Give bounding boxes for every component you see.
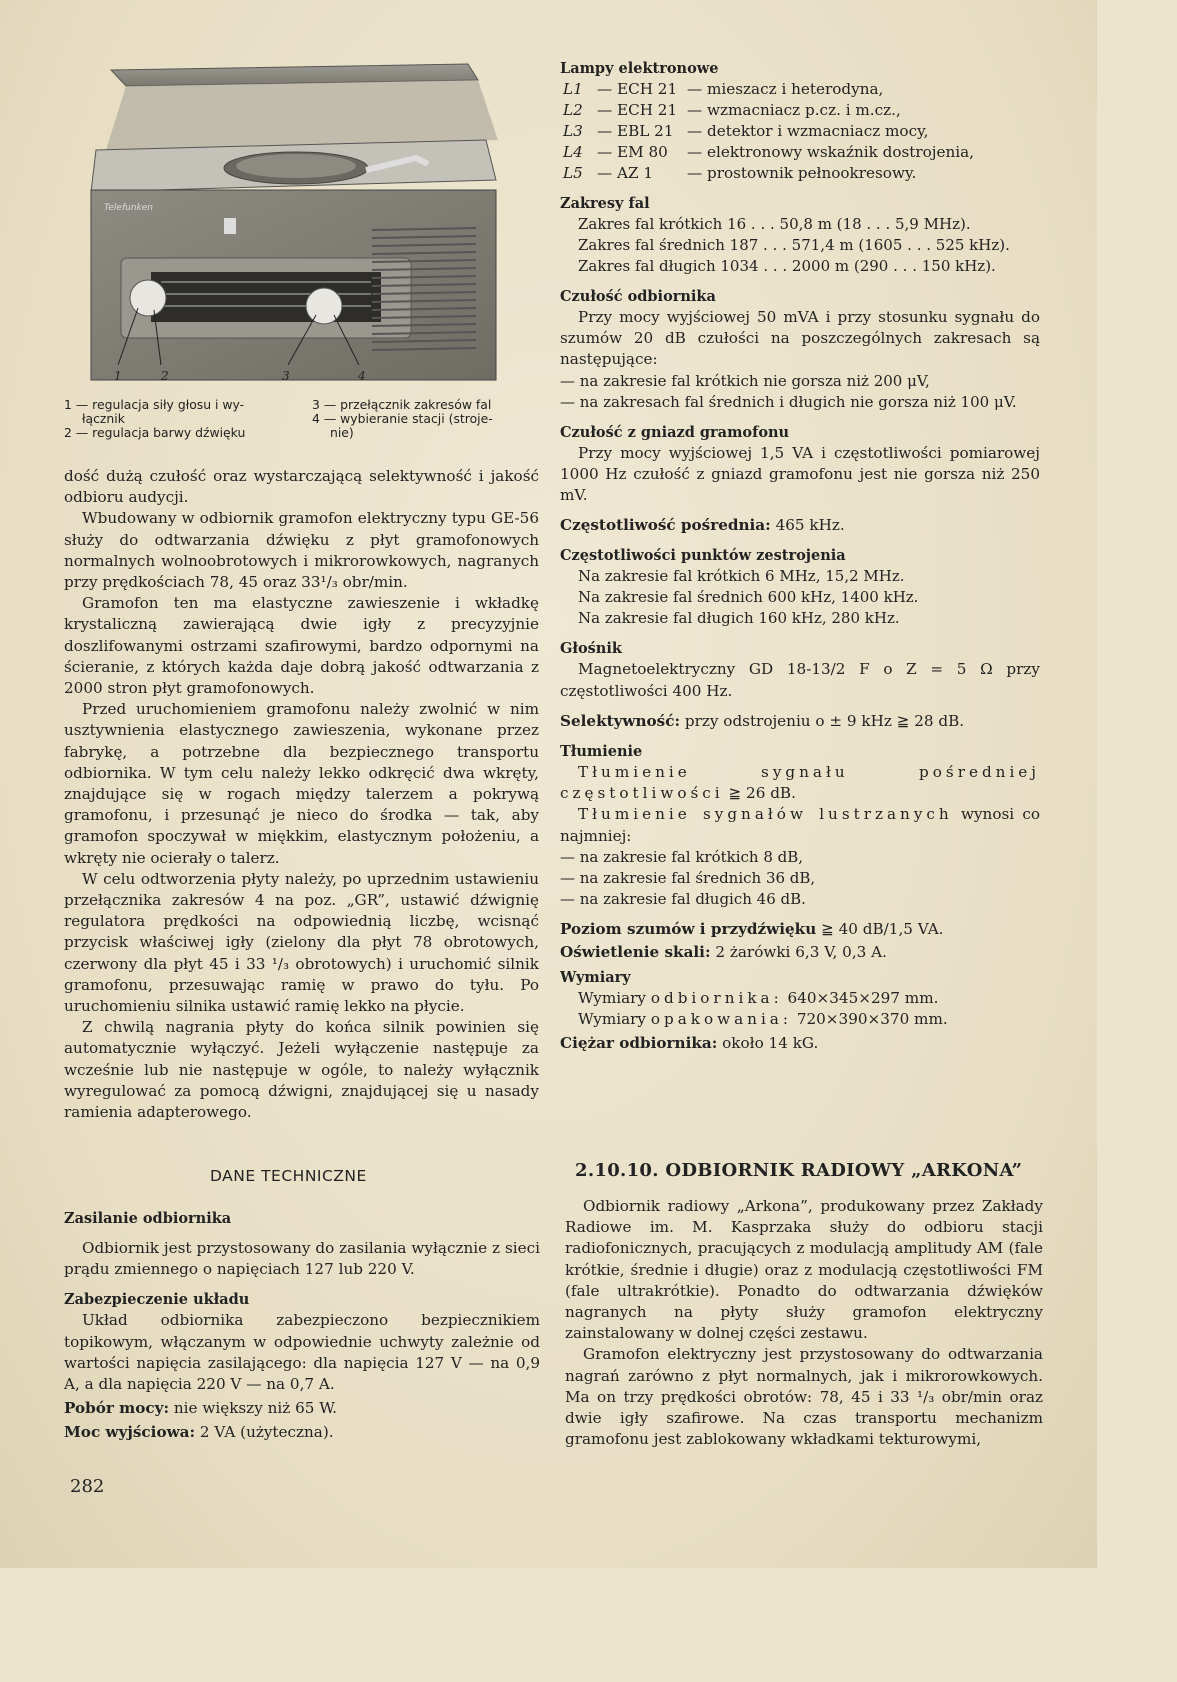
paragraph: Magnetoelektryczny GD 18-13/2 F o Z = 5 Ω przy częstotliwości 400 Hz.	[560, 660, 1040, 700]
paragraph: Gramofon ten ma elastyczne zawieszenie i wkładkę krystaliczną zawierającą dwie igły z precyzyjnie doszlifowanymi ostrzami szafirowymi, bardzo odpornymi na ścieranie, z których każda daje dobrą jakość odtwarzania z 2000 stron płyt gramofonowych.	[64, 594, 539, 698]
section-title: 2.10.10. ODBIORNIK RADIOWY „ARKONA”	[575, 1160, 1023, 1181]
paragraph: Układ odbiornika zabezpieczono bezpiecznikiem topikowym, włączanym w odpowiednie uchwyty zależnie od wartości napięcia zasilającego: dla napięcia 127 V — na 0,9 A, a dla napięcia 220 V — na 0,7 A.	[64, 1311, 540, 1394]
caption-line: łącznik	[82, 411, 125, 426]
lamp-row: L4 — EM 80 — elektronowy wskaźnik dostrojenia,	[563, 143, 974, 161]
lamp-row: L5 — AZ 1 — prostownik pełnookresowy.	[563, 164, 917, 182]
list-item: — na zakresie fal krótkich 8 dB,	[560, 847, 804, 866]
paragraph: Przy mocy wyjściowej 50 mVA i przy stosunku sygnału do szumów 20 dB czułości na poszczególnych zakresach są następujące:	[560, 308, 1040, 369]
label-1: 1	[114, 369, 122, 383]
value: 2 VA (użyteczna).	[199, 1423, 334, 1442]
caption-line: 4 — wybieranie stacji (stroje-	[312, 411, 493, 426]
left-column	[64, 466, 539, 1123]
list-item: — na zakresie fal średnich 36 dB,	[560, 868, 816, 887]
radio-photo	[66, 60, 516, 390]
heading: Oświetlenie skali:	[560, 943, 711, 962]
paragraph: Odbiornik jest przystosowany do zasilania wyłącznie z sieci prądu zmiennego o napięciach 127 lub 220 V.	[64, 1239, 540, 1279]
paragraph: Przy mocy wyjściowej 1,5 VA i częstotliwości pomiarowej 1000 Hz czułość z gniazd gramofonu jest nie gorsza niż 250 mV.	[560, 443, 1040, 505]
paragraph: Odbiornik radiowy „Arkona”, produkowany przez Zakłady Radiowe im. M. Kasprzaka służy do odbioru stacji radiofonicznych, pracujących z modulacją amplitudy AM (fale krótkie, średnie i długie) oraz z modulacją częstotliwości FM (fale ultrakrótkie). Ponadto do odtwarzania dźwięków nagranych na płyty służy gramofon elektryczny zainstalowany w dolnej części zestawu.	[565, 1197, 1043, 1343]
value: 2 żarówki 6,3 V, 0,3 A.	[715, 943, 887, 962]
lamp-row: L1 — ECH 21 — mieszacz i heterodyna,	[563, 80, 884, 98]
dim-label: Wymiary	[578, 989, 647, 1008]
spaced-text: Tłumienie sygnału pośredniej częstotliwości	[560, 763, 1040, 803]
label-3: 3	[282, 369, 290, 383]
heading: Częstotliwość pośrednia:	[560, 516, 771, 535]
dim-label: Wymiary	[578, 1010, 647, 1029]
arkona-text	[565, 1196, 1043, 1450]
heading: Pobór mocy:	[64, 1399, 170, 1418]
range-line: Zakres fal długich 1034 . . . 2000 m (290 . . . 150 kHz).	[578, 257, 996, 275]
paragraph: W celu odtworzenia płyty należy, po uprzednim ustawieniu przełącznika zakresów 4 na poz. „GR”, ustawić dźwignię regulatora prędkości na odpowiednią liczbę, wcisnąć przycisk właściwej igły (zielony dla płyt 78 obrotowych, czerwony dla płyt 45 i 33 ¹/₃ obrotowych) i uruchomić silnik gramofonu, przesuwając ramię w prawo do tyłu. Po uruchomieniu silnika ustawić ramię lekko na płycie.	[64, 869, 539, 1016]
svg-text:Telefunken: Telefunken	[104, 203, 153, 213]
left-specs	[64, 1208, 540, 1444]
value: około 14 kG.	[722, 1033, 819, 1052]
value: 465 kHz.	[775, 516, 845, 535]
list-item: Na zakresie fal krótkich 6 MHz, 15,2 MHz.	[578, 567, 905, 586]
list-item: Na zakresie fal długich 160 kHz, 280 kHz.	[578, 609, 900, 628]
heading: Moc wyjściowa:	[64, 1423, 196, 1442]
caption-line: 1 — regulacja siły głosu i wy-	[64, 397, 245, 412]
value: nie większy niż 65 W.	[173, 1399, 337, 1418]
list-item: Na zakresie fal średnich 600 kHz, 1400 kHz.	[578, 588, 919, 607]
heading: Ciężar odbiornika:	[560, 1033, 718, 1052]
heading: Zasilanie odbiornika	[64, 1210, 232, 1227]
value: przy odstrojeniu o ± 9 kHz ≧ 28 dB.	[684, 711, 965, 730]
list-item: — na zakresie fal długich 46 dB.	[560, 889, 806, 908]
paragraph: Przed uruchomieniem gramofonu należy zwolnić w nim usztywnienia elastycznego zawieszenia, wykonane przez fabrykę, a potrzebne dla bezpiecznego transportu odbiornika. W tym celu należy lekko odkręcić dwa wkręty, znajdujące się w rogach między talerzem a pokrywą gramofonu, i przesunąć je nieco do środka — tak, aby gramofon spoczywał w miękkim, elastycznym położeniu, a wkręty nie ocierały o talerz.	[64, 700, 539, 867]
paragraph: Wbudowany w odbiornik gramofon elektryczny typu GE-56 służy do odtwarzania dźwięku z płyt gramofonowych normalnych wolnoobrotowych i mikrorowkowych, nagranych przy prędkościach 78, 45 oraz 33¹/₃ obr/min.	[64, 509, 539, 592]
value: ≧ 40 dB/1,5 VA.	[821, 919, 944, 938]
dane-techniczne-title: DANE TECHNICZNE	[210, 1167, 367, 1185]
label-4: 4	[358, 369, 366, 383]
heading: Lampy elektronowe	[560, 60, 719, 77]
heading: Głośnik	[560, 640, 622, 658]
heading: Poziom szumów i przydźwięku	[560, 919, 817, 938]
paragraph: Gramofon elektryczny jest przystosowany do odtwarzania nagrań zarówno z płyt normalnych, jak i mikrorowkowych. Ma on trzy prędkości obrotów: 78, 45 i 33 ¹/₃ obr/min oraz dwie igły szafirowe. Na czas transportu mechanizm gramofonu jest zablokowany wkładkami tekturowymi,	[565, 1345, 1043, 1449]
paragraph: dość dużą czułość oraz wystarczającą selektywność i jakość odbioru audycji.	[64, 467, 539, 507]
caption-line: 3 — przełącznik zakresów fal	[312, 397, 492, 412]
caption-line: 2 — regulacja barwy dźwięku	[64, 425, 246, 440]
spaced-text: odbiornika:	[650, 989, 783, 1008]
value: ≧ 26 dB.	[728, 784, 796, 803]
lamp-row: L2 — ECH 21 — wzmacniacz p.cz. i m.cz.,	[563, 101, 901, 119]
value: wynosi co najmniej:	[560, 805, 1041, 845]
range-line: Zakres fal krótkich 16 . . . 50,8 m (18 . . . 5,9 MHz).	[578, 215, 971, 233]
lamp-row: L3 — EBL 21 — detektor i wzmacniacz mocy,	[563, 122, 929, 140]
label-2: 2	[161, 369, 169, 383]
spaced-text: Tłumienie sygnałów lustrzanych	[578, 805, 953, 824]
spaced-text: opakowania:	[650, 1010, 792, 1029]
value: 640×345×297 mm.	[787, 989, 939, 1008]
list-item: — na zakresie fal krótkich nie gorsza niż 200 μV,	[560, 371, 930, 390]
heading: Czułość z gniazd gramofonu	[560, 423, 790, 441]
list-item: — na zakresach fal średnich i długich nie gorsza niż 100 μV.	[560, 392, 1017, 411]
value: 720×390×370 mm.	[796, 1010, 948, 1029]
heading: Tłumienie	[560, 743, 643, 761]
heading: Wymiary	[560, 969, 631, 987]
caption-line: nie)	[330, 425, 354, 440]
page-number: 282	[70, 1476, 105, 1497]
heading: Czułość odbiornika	[560, 288, 716, 305]
heading: Selektywność:	[560, 711, 681, 730]
heading: Zakresy fal	[560, 195, 650, 212]
paragraph: Z chwilą nagrania płyty do końca silnik powinien się automatycznie wyłączyć. Jeżeli wyłączenie następuje za wcześnie lub nie następuje w ogóle, to należy wyłącznik wyregulować za pomocą dźwigni, znajdującej się u nasady ramienia adapterowego.	[64, 1018, 539, 1122]
heading: Zabezpieczenie układu	[64, 1291, 250, 1309]
range-line: Zakres fal średnich 187 . . . 571,4 m (1605 . . . 525 kHz).	[578, 236, 1010, 254]
heading: Częstotliwości punktów zestrojenia	[560, 547, 846, 565]
right-column	[560, 58, 1040, 1054]
